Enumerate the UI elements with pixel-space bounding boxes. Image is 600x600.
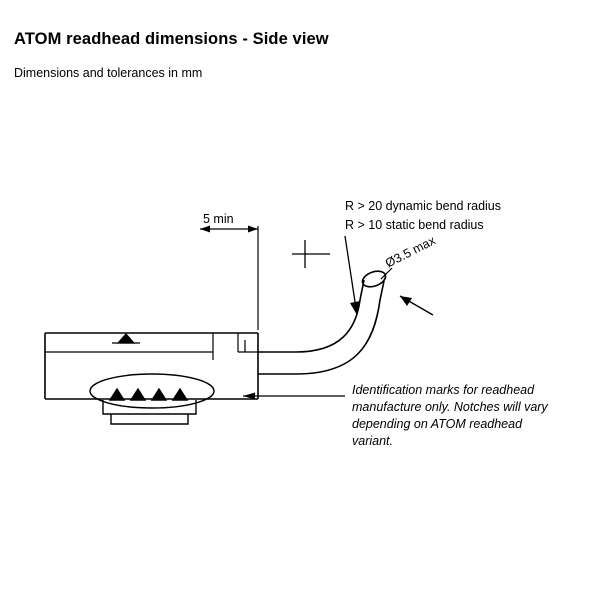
bend-radius-leader — [292, 236, 360, 315]
label-cable-diameter: Ø3.5 max — [383, 233, 438, 271]
label-dynamic-bend-radius: R > 20 dynamic bend radius — [345, 199, 501, 213]
cable — [258, 268, 388, 374]
readhead-body — [45, 333, 258, 399]
page-subtitle: Dimensions and tolerances in mm — [14, 66, 203, 80]
dimension-5min — [196, 226, 258, 331]
page-title: ATOM readhead dimensions - Side view — [14, 30, 329, 48]
label-static-bend-radius: R > 10 static bend radius — [345, 218, 484, 232]
diameter-leader — [381, 268, 433, 315]
top-notch-marker — [112, 334, 140, 343]
identification-note: Identification marks for readhead manufacture only. Notches will vary depending on ATOM readhead variant. — [352, 383, 548, 448]
label-length-min: 5 min — [203, 212, 234, 226]
